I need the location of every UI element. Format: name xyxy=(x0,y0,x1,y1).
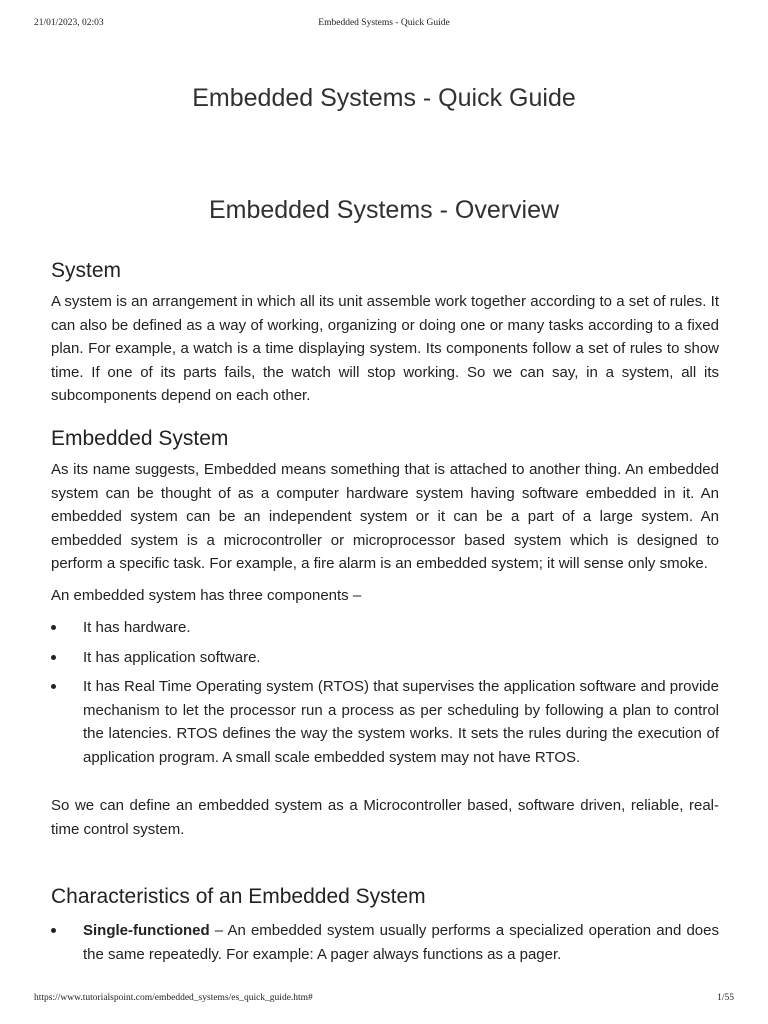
term-single-functioned: Single-functioned xyxy=(83,922,210,939)
section-characteristics xyxy=(51,884,719,966)
bullet-icon xyxy=(51,684,56,689)
paragraph-embedded-system: As its name suggests, Embedded means something that is attached to another thing. An embedded system can be thought of as a computer hardware system having software embedded in it. An embedded system can be an independent system or it can be a part of a large system. An embedded system is a microcontroller or microprocessor based system which is designed to perform a specific task. For example, a fire alarm is an embedded system; it will sense only smoke. xyxy=(51,461,719,572)
list-item: Single-functioned – An embedded system usually performs a specialized operation and does the same repeatedly. For example: A pager always functions as a pager. xyxy=(51,919,719,966)
list-item: It has application software. xyxy=(51,646,719,670)
section-heading-system: System xyxy=(51,259,122,282)
chapter-title: Embedded Systems - Overview xyxy=(208,196,560,224)
characteristics-list xyxy=(51,919,719,966)
list-item: It has hardware. xyxy=(51,616,719,640)
bullet-icon xyxy=(51,655,56,660)
print-page-title: Embedded Systems - Quick Guide xyxy=(318,18,450,28)
components-list xyxy=(51,616,719,769)
section-embedded-system xyxy=(51,426,719,841)
section-heading-characteristics: Characteristics of an Embedded System xyxy=(51,885,426,908)
document-title: Embedded Systems - Quick Guide xyxy=(192,84,576,112)
print-page-number: 1/55 xyxy=(717,993,734,1003)
print-url: https://www.tutorialspoint.com/embedded_systems/es_quick_guide.htm# xyxy=(34,993,313,1003)
paragraph-system: A system is an arrangement in which all its unit assemble work together according to a set of rules. It can also be defined as a way of working, organizing or doing one or many tasks according to a fixed plan. For example, a watch is a time displaying system. Its components follow a set of rules to show time. If one of its parts fails, the watch will stop working. So we can say, in a system, all its subcomponents depend on each other. xyxy=(51,293,719,404)
section-system xyxy=(51,258,719,408)
bullet-icon xyxy=(51,928,56,933)
bullet-icon xyxy=(51,625,56,630)
section-heading-embedded-system: Embedded System xyxy=(51,427,229,450)
list-item: It has Real Time Operating system (RTOS) that supervises the application software and provide mechanism to let the processor run a process as per scheduling by following a plan to control the latencies. RTOS defines the way the system works. It sets the rules during the execution of application program. A small scale embedded system may not have RTOS. xyxy=(51,675,719,769)
paragraph-components-intro: An embedded system has three components – xyxy=(51,586,362,604)
paragraph-definition: So we can define an embedded system as a Microcontroller based, software driven, reliable, real-time control system. xyxy=(51,797,719,838)
print-datetime: 21/01/2023, 02:03 xyxy=(34,18,104,28)
